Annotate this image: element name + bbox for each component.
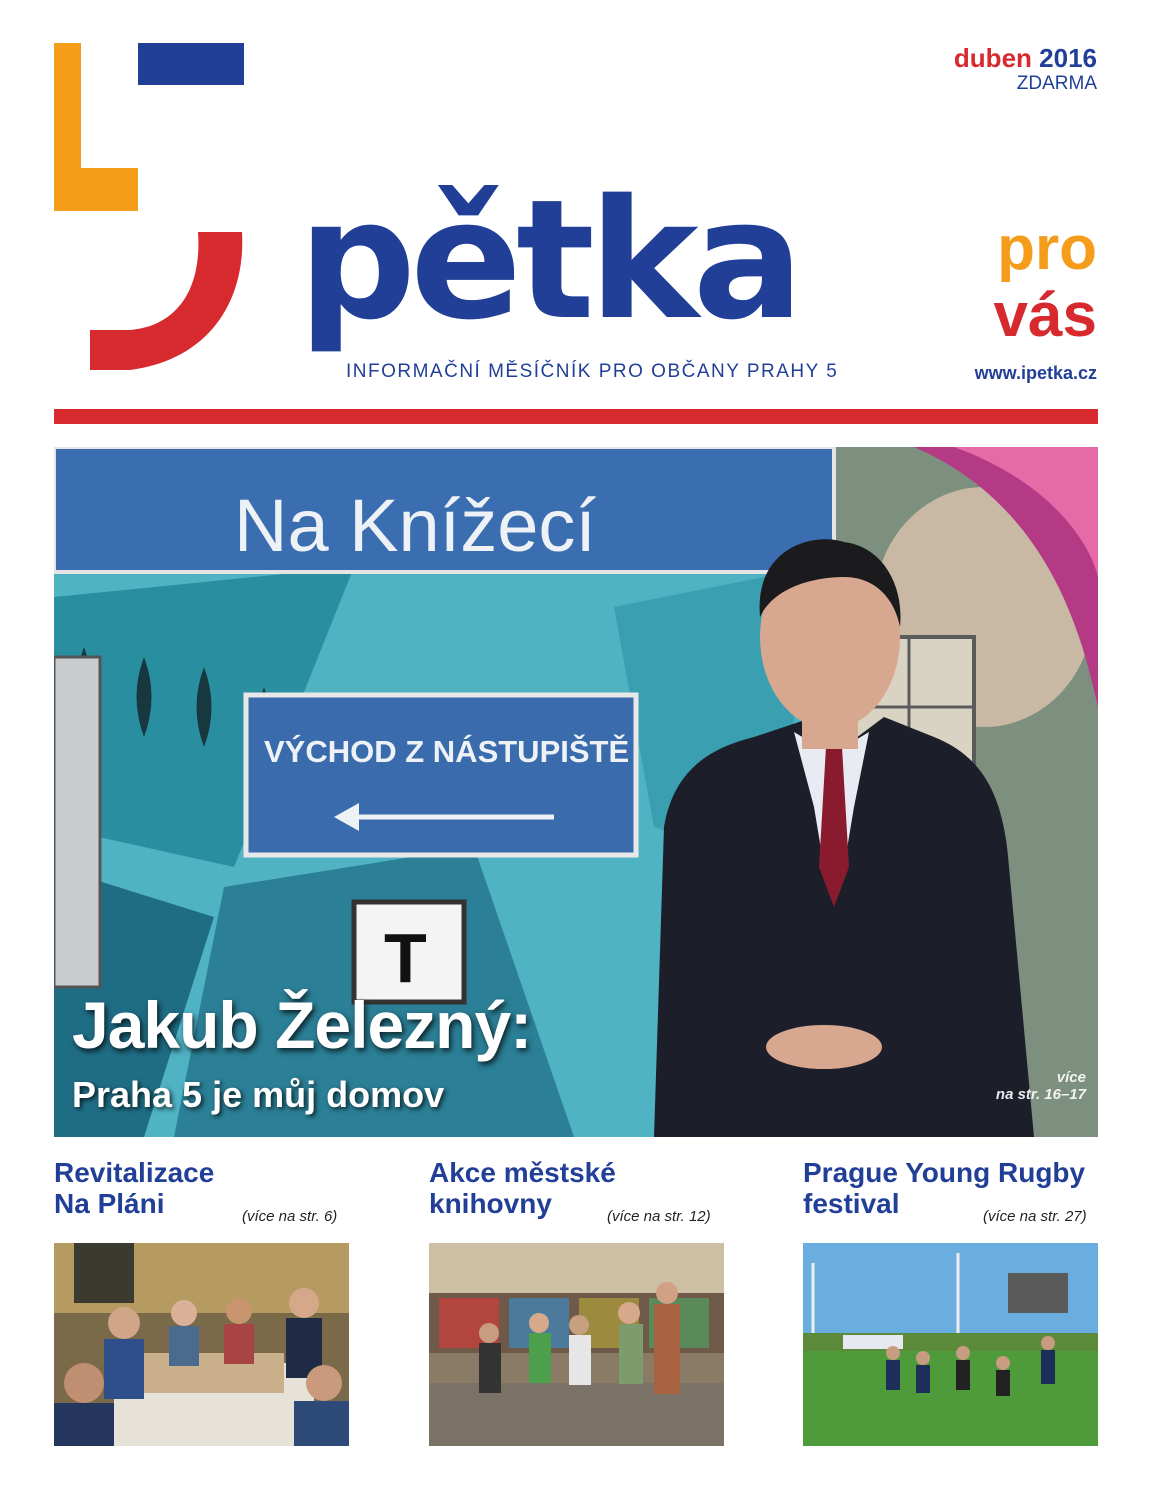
- masthead-subtitle: INFORMAČNÍ MĚSÍČNÍK PRO OBČANY PRAHY 5: [346, 361, 839, 382]
- teaser-title-line: Na Pláni: [54, 1187, 165, 1219]
- tagline-pro: pro: [997, 214, 1097, 283]
- station-sign-text: Na Knížecí: [234, 484, 596, 567]
- cover-headline: Jakub Železný:: [72, 988, 532, 1062]
- teaser-title-line: Akce městské: [429, 1157, 616, 1188]
- logo-blue-bar: [138, 43, 244, 85]
- cover-page-ref: [996, 1069, 1086, 1104]
- teaser-page-ref: (více na str. 12): [607, 1208, 711, 1225]
- teaser-title-revitalizace[interactable]: [54, 1158, 214, 1220]
- teaser-photo-rugby: [803, 1243, 1098, 1446]
- teaser-title-line: Prague Young Rugby: [803, 1157, 1086, 1188]
- website-link[interactable]: www.ipetka.cz: [974, 363, 1097, 383]
- masthead-title: pětka: [298, 164, 798, 356]
- teaser-photo-meeting: [54, 1243, 349, 1446]
- issue-date: [954, 43, 1097, 74]
- masthead-rule: [54, 409, 1098, 424]
- exit-sign-text: VÝCHOD Z NÁSTUPIŠTĚ: [264, 734, 630, 769]
- logo-red-arc: [90, 232, 250, 372]
- teaser-title-line: festival: [803, 1187, 900, 1219]
- teaser-title-line: knihovny: [429, 1187, 552, 1219]
- logo-orange-foot: [54, 168, 138, 211]
- teaser-page-ref: (více na str. 6): [242, 1208, 338, 1225]
- cover-more-pages: na str. 16–17: [995, 1086, 1086, 1104]
- cover-photo: [54, 447, 1098, 1137]
- teaser-page-ref: (více na str. 27): [983, 1208, 1087, 1225]
- t-sign-text: T: [384, 919, 427, 997]
- teaser-title-line: Revitalizace: [54, 1157, 215, 1188]
- teaser-photo-library: [429, 1243, 724, 1446]
- issue-price: ZDARMA: [1016, 73, 1097, 94]
- teaser-title-knihovny[interactable]: [429, 1158, 616, 1220]
- cover-subheadline: Praha 5 je můj domov: [72, 1074, 445, 1115]
- cover-more-label: více: [1056, 1069, 1086, 1086]
- issue-year: 2016: [1039, 43, 1097, 73]
- tagline-vas: vás: [993, 281, 1097, 350]
- issue-month: duben: [953, 43, 1032, 73]
